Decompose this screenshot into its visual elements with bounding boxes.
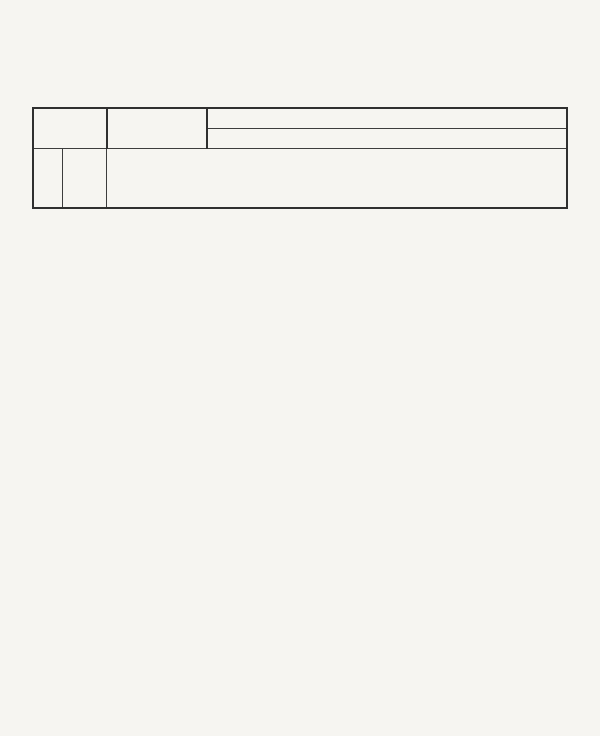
mechanical-properties-table xyxy=(32,107,568,209)
rope-structure-note xyxy=(48,20,600,100)
header-weight-group xyxy=(107,108,207,149)
table-header xyxy=(33,108,567,208)
header-diameter-group xyxy=(33,108,107,149)
header-strength-group xyxy=(207,108,567,129)
header-breaking-force xyxy=(207,129,567,149)
header-tolerance-label xyxy=(63,149,107,209)
table-title xyxy=(0,0,600,13)
labels-row xyxy=(33,149,567,209)
header-d-label xyxy=(33,149,63,209)
